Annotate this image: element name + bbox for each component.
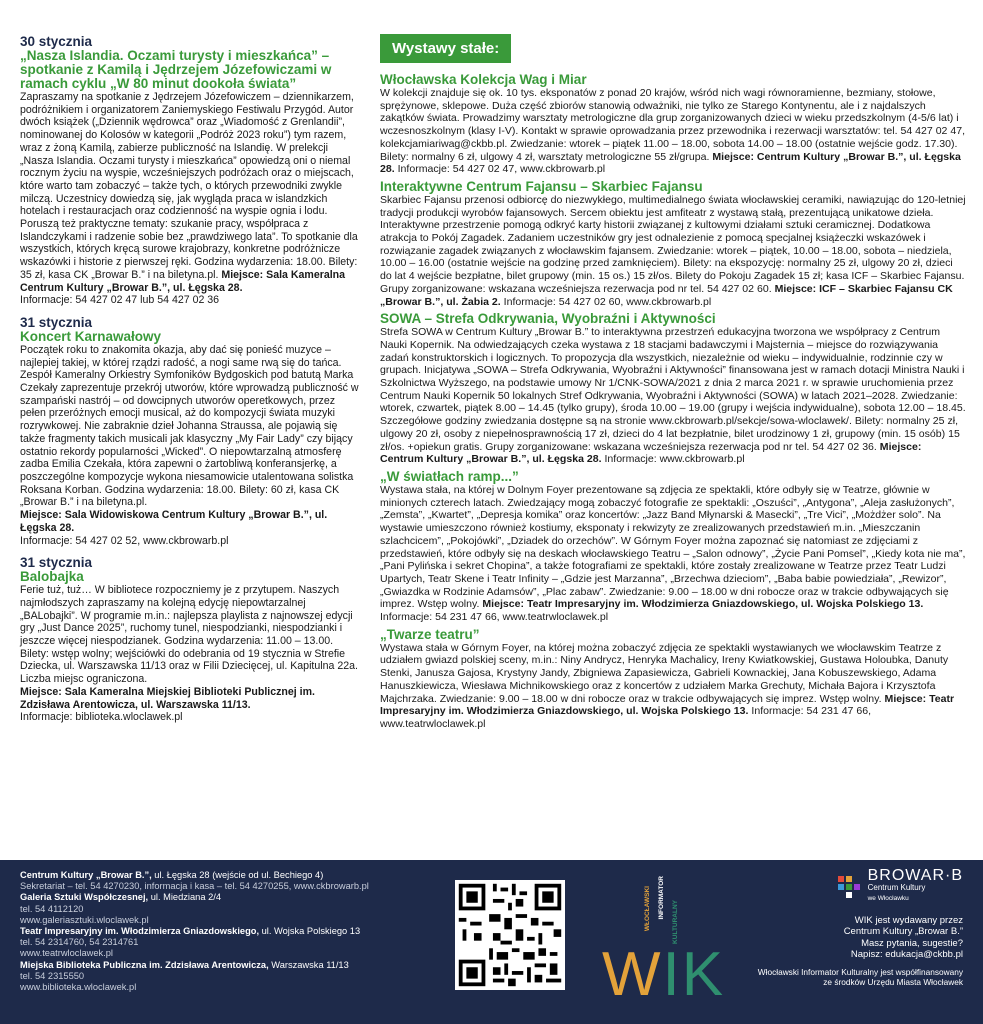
event-info: Informacje: biblioteka.wloclawek.pl: [20, 711, 183, 724]
event-info: Informacje: 54 427 02 47 lub 54 427 02 36: [20, 294, 220, 307]
contact-line: Miejska Biblioteka Publiczna im. Zdzisława Arentowicza, Warszawska 11/13: [20, 959, 349, 970]
event-title: Balobajka: [20, 569, 84, 585]
contact-line: Galeria Sztuki Współczesnej, ul. Miedziana 2/4: [20, 892, 222, 903]
brand-sub: Centrum Kultury: [867, 882, 926, 892]
exhibition-title: „W światłach ramp...”: [380, 468, 519, 484]
wik-vertical-text: INFORMATOR: [658, 876, 665, 920]
wik-letters: WIK: [602, 940, 726, 1009]
exhibition-body: Strefa SOWA w Centrum Kultury „Browar B.” to interaktywna przestrzeń edukacyjna tworzona we współpracy z Centrum Nauki Kopernik. Na odwiedzających czeka wystawa z 18 stacjami badawczymi i Majsternia – miejsce do rozwiązywania zadań konstruktorskich i logicznych. To propozycja dla wszystkich, niezależnie od wieku – indywidualnie, rodzinnie czy w grupach. Inicjatywa „SOWA – Strefa Odkrywania, Wyobraźni i Aktywności” finansowana jest w ramach dotacji Ministra Nauki i Szkolnictwa Wyższego, na podstawie umowy Nr 1/CNK-SOWA/2021 z dnia 2 marca 2021 r. w sprawie uruchomienia przez Centrum Nauki Kopernik 50 lokalnych Stref Odkrywania, Wyobraźni i Aktywności (SOWA) w latach 2021–2028. Zwiedzanie: wtorek, czwartek, piątek 8.00 – 14.45 (tylko grupy), środa 10.00 – 19.00 (grupy i wejścia indywidualne), sobota 12.00 – 18.45. Szczegółowe godziny zwiedzania dostępne są na stronie www.ckbrowarb.pl/sekcje/sowa-wloclawek/. Bilety: normalny 25 zł, ulgowy 20 zł, osoby z niepełnosprawnością 17 zł, dzieci do 4 lat bezpłatnie, bilet urodzinowy 1 zł, grupowy (min. 15 osób) 15 zł/os. +opiekun gratis. Grupy zorganizowane: wskazana wcześniejsza rezerwacja pod nr tel. 54 427 02 36. Miejsce: Centrum Kultury „Browar B.”, ul. Łęgska 28. Informacje: www.ckbrowarb.pl: [380, 326, 966, 466]
footer-right: [733, 867, 963, 987]
exhibition-info: Informacje: 54 427 02 60, www.ckbrowarb.pl: [503, 295, 712, 308]
contact-line: Sekretariat – tel. 54 4270230, informacja i kasa – tel. 54 4270255, www.ckbrowarb.pl: [20, 881, 369, 892]
event-item: [20, 555, 360, 724]
brand-sub: we Włocławku: [867, 895, 909, 902]
event-location: Miejsce: Sala Kameralna Centrum Kultury „Browar B.”, ul. Łęgska 28.: [20, 268, 346, 294]
contact-line: www.galeriasztuki.wloclawek.pl: [20, 914, 149, 925]
contact-line: tel. 54 2314760, 54 2314761: [20, 937, 139, 948]
exhibition-item: [380, 628, 966, 731]
exhibition-item: [380, 73, 966, 176]
publisher-email[interactable]: Napisz: edukacja@ckbb.pl: [850, 949, 963, 960]
event-location: Miejsce: Sala Kameralna Miejskiej Biblioteki Publicznej im. Zdzisława Arentowicza, ul. Warszawska 11/13.: [20, 685, 315, 711]
event-body: Ferie tuż, tuż… W bibliotece rozpoczniemy je z przytupem. Naszych najmłodszych zapraszamy na kolejną edycję niepowtarzalnej „BALobajki”. W programie m.in.: najlepsza playlista z najnowszej edycji gry „Just Dance 2025”, ruchomy tunel, niespodzianki, niespodzianki i jeszcze więcej niespodzianek. Godzina wydarzenia: 11.00 – 13.00. Bilety: wstęp wolny; wejściówki do odebrania od 19 stycznia w Strefie Dziecka, ul. Warszawska 11/13 oraz w Filii Dziecięcej, ul. Kapitulna 22a. Liczba miejsc ograniczona.: [20, 584, 358, 686]
section-badge: Wystawy stałe:: [380, 34, 511, 63]
exhibition-title: „Twarze teatru”: [380, 626, 480, 642]
brand-name: BROWAR·B: [867, 867, 963, 884]
browar-b-logo-icon: [836, 874, 862, 900]
exhibition-info: Informacje: 54 231 47 66, www.teatrwloclawek.pl: [380, 611, 609, 624]
exhibition-body: W kolekcji znajduje się ok. 10 tys. eksponatów z ponad 20 krajów, wśród nich wagi równoramienne, bezmiany, stołowe, sprężynowe, sklepowe. Duża część zbiorów stanowią odważniki, nie tylko ze Starego Kontynentu, ale i z najdalszych zakątków świata. Prowadzimy warsztaty metrologiczne dla grup zorganizowanych dzieci w wieku przedszkolnym (4-5/6 lat) i wczesnoszkolnym (klasy I-V). Kontakt w sprawie oprowadzania przez przewodnika i rezerwacji warsztatów: tel. 54 427 02 47, kolekcjamiariwag@ckbb.pl. Zwiedzanie: wtorek – piątek 11.00 – 18.00, sobota 14.00 – 18.00 (ostatnie wejście godz. 17.30). Bilety: normalny 6 zł, ulgowy 4 zł, warsztaty metrologiczne 55 zł/grupa. Miejsce: Centrum Kultury „Browar B.”, ul. Łęgska 28. Informacje: 54 427 02 47, www.ckbrowarb.pl: [380, 87, 966, 176]
publisher-line: WIK jest wydawany przez: [854, 914, 963, 926]
qr-code-icon[interactable]: [455, 880, 565, 990]
publisher-line: Masz pytania, sugestie?: [861, 937, 963, 949]
wik-vertical-text: WŁOCŁAWSKI: [644, 886, 651, 932]
event-item: [20, 34, 360, 307]
exhibition-body: Wystawa stała w Górnym Foyer, na której można zobaczyć zdjęcia ze spektakli wystawianych we włocławskim Teatrze z udziałem gwiazd polskiej sceny, m.in.: Niny Andrycz, Henryka Machalicy, Ireny Kwiatkowskiej, Gustawa Holoubka, Danuty Stenki, Janusza Gajosa, Krystyny Jandy, Zbigniewa Zapasiewicza, Gabrieli Kownackiej, Jana Kobuszewskiego, Adama Hanuszkiewicza, Wiesława Michnikowskiego oraz z koncertów z udziałem Marka Grechuty, Michała Bajora i Krzysztofa Majchrzaka. Zwiedzanie: 9.00 – 18.00 w dni robocze oraz w trakcie odbywających się imprez. Wstęp wolny. Miejsce: Teatr Impresaryjny im. Włodzimierza Gniazdowskiego, ul. Wojska Polskiego 13. Informacje: 54 231 47 66, www.teatrwloclawek.pl: [380, 641, 955, 730]
event-title: Koncert Karnawałowy: [20, 328, 162, 344]
financing-note: ze środków Urzędu Miasta Włocławek: [823, 976, 963, 987]
exhibition-info: Informacje: 54 427 02 47, www.ckbrowarb.pl: [397, 163, 606, 176]
wik-vertical-text: KULTURALNY: [672, 900, 679, 944]
event-body: Zapraszamy na spotkanie z Jędrzejem Józefowiczem – dziennikarzem, podróżnikiem i organizatorem Zaniemyskiego Festiwalu Przygód. Autor dwóch książek („Dziennik wędrowca” oraz „Wiadomość z Grenlandii”, nominowanej do Kolosów w kategorii „Podróż 2023 roku”) tym razem, wraz z żoną Kamilą, zabierze publiczność na Islandię. W prelekcji „Nasza Islandia. Oczami turysty i mieszkańca” opowiedzą oni o niemal rocznym życiu na wyspie, wcześniejszych podróżach oraz o miejscach, które warto tam zobaczyć – także tych, o których przewodniki zwykle milczą. Uczestnicy dowiedzą się, jak wygląda praca w islandzkich hotelach i restauracjach oraz codzienność na wyspie ognia i lodu. Poruszą też praktyczne tematy: szukanie pracy, współpraca z Islandczykami i radzenie sobie bez „prawdziwego lata”. To spotkanie dla wszystkich, których kręcą surowe krajobrazy, konkretne podróżnicze wskazówki i historie z pierwszej ręki. Godzina wydarzenia: 18.00. Bilety: 35 zł, kasa CK „Browar B.” i na biletyna.pl. Miejsce: Sala Kameralna Centrum Kultury „Browar B.”, ul. Łęgska 28.: [20, 91, 358, 294]
event-info: Informacje: 54 427 02 52, www.ckbrowarb.pl: [20, 534, 229, 547]
event-date: 31 stycznia: [20, 555, 93, 571]
contact-line: tel. 54 2315550: [20, 970, 85, 981]
event-title: „Nasza Islandia. Oczami turysty i mieszkańca” – spotkanie z Kamilą i Jędrzejem Józefowiczami w ramach cyklu „W 80 minut dookoła świata”: [20, 48, 332, 91]
event-location: Miejsce: Sala Widowiskowa Centrum Kultury „Browar B.”, ul. Łęgska 28.: [20, 509, 328, 534]
exhibition-title: SOWA – Strefa Odkrywania, Wyobraźni i Aktywności: [380, 311, 716, 327]
exhibition-info: Informacje: 54 231 47 66, www.teatrwloclawek.pl: [380, 705, 872, 730]
right-column: [380, 34, 966, 731]
exhibition-item: [380, 312, 966, 466]
publisher-line: Centrum Kultury „Browar B.”: [843, 926, 963, 937]
exhibition-item: [380, 180, 966, 308]
exhibition-body: Skarbiec Fajansu przenosi odbiorcę do niezwykłego, multimedialnego świata włocławskiej ceramiki, nawiązując do 120-letniej tradycji produkcji wyrobów fajansowych. Sercem obiektu jest amfiteatr z wystawą stałą, prezentującą unikatowe dzieła. Interaktywne przestrzenie pomogą odkryć karty historii związanej z kultowymi działami sztuki ceramicznej. Dodatkowa atrakcja to Pokój Zagadek. Zadaniem uczestników gry jest odnalezienie z pomocą specjalnej książeczki wskazówek i rozwiązanie zagadek związanych z włocławskim fajansem. Zwiedzanie: wtorek – piątek, 10.00 – 18.00, sobota – niedziela, 10.00 – 16.00 (ostatnie wejście na godzinę przed zamknięciem). Bilety: na ekspozycję: normalny 25 zł, ulgowy 20 zł, dzieci do lat 4 wejście bezpłatne, bilet grupowy (min. 15 os.) 15 zł/os. Bilety do Pokoju Zagadek 15 zł; kasa ICF – Skarbiec Fajansu. Grupy zorganizowane: wskazana wcześniejsza rezerwacja pod nr tel. 54 427 02 60. Miejsce: ICF – Skarbiec Fajansu CK „Browar B.”, ul. Żabia 2. Informacje: 54 427 02 60, www.ckbrowarb.pl: [380, 193, 966, 308]
left-column: [20, 34, 360, 732]
exhibition-location: Miejsce: Centrum Kultury „Browar B.”, ul. Łęgska 28.: [380, 440, 922, 466]
event-item: [20, 315, 360, 547]
browar-b-logo: [733, 867, 963, 905]
contact-line: Centrum Kultury „Browar B.”, ul. Łęgska 28 (wejście od ul. Bechiego 4): [20, 870, 324, 880]
exhibition-location: Miejsce: Teatr Impresaryjny im. Włodzimierza Gniazdowskiego, ul. Wojska Polskiego 13.: [380, 692, 955, 718]
event-date: 31 stycznia: [20, 314, 93, 330]
exhibition-info: Informacje: www.ckbrowarb.pl: [604, 453, 745, 466]
exhibition-location: Miejsce: ICF – Skarbiec Fajansu CK „Browar B.”, ul. Żabia 2.: [380, 282, 953, 308]
contact-line: www.teatrwloclawek.pl: [20, 948, 114, 959]
footer-contacts: [20, 870, 420, 993]
exhibition-location: Miejsce: Teatr Impresaryjny im. Włodzimierza Gniazdowskiego, ul. Wojska Polskiego 13.: [482, 598, 924, 611]
wik-logo: [600, 870, 730, 1020]
exhibition-location: Miejsce: Centrum Kultury „Browar B.”, ul. Łęgska 28.: [380, 150, 961, 176]
exhibition-title: Włocławska Kolekcja Wag i Miar: [380, 72, 587, 87]
contact-line: Teatr Impresaryjny im. Włodzimierza Gniazdowskiego, ul. Wojska Polskiego 13: [20, 926, 361, 937]
exhibition-title: Interaktywne Centrum Fajansu – Skarbiec Fajansu: [380, 178, 703, 194]
exhibition-item: [380, 470, 966, 624]
contact-line: tel. 54 4112120: [20, 903, 84, 914]
footer: [0, 860, 983, 1024]
financing-note: Włocławski Informator Kulturalny jest współfinansowany: [757, 966, 963, 977]
event-body: Początek roku to znakomita okazja, aby dać się ponieść muzyce – najlepiej takiej, w której rządzi radość, a nogi same rwą się do tańca. Zespół Kameralny Orkiestry Symfoników Bydgoskich pod batutą Marka Czekały zaprezentuje przekrój utworów, które wprowadzą publiczność w szampański nastrój – od dowcipnych utworów operetkowych, przez pełen przeróżnych emocji musical, aż do kompozycji świata muzyki rozrywkowej. Nie zabraknie dzieł Johanna Straussa, ale pojawią się także fragmenty takich musicali jak klasyczny „My Fair Lady” czy bijący ostatnio rekordy popularności „Wicked”. O niepowtarzalną atmosferę zadba Emilia Czekała, która zapewni o żartobliwą konferansjerkę, a poszczególne kompozycje wykona niesamowicie utalentowana solistka Roksana Korban. Godzina wydarzenia: 18.00. Bilety: 60 zł, kasa CK „Browar B.” i na biletyna.pl.: [20, 343, 359, 509]
contact-line: www.biblioteka.wloclawek.pl: [20, 982, 137, 993]
event-date: 30 stycznia: [20, 34, 93, 49]
exhibition-body: Wystawa stała, na której w Dolnym Foyer prezentowane są zdjęcia ze spektakli, które odbyły się w Teatrze, głównie w minionych czterech latach. Zwiedzający mogą zobaczyć fotografie ze spektakli: „Oszuści”, „Antygona”, „Aleja zasłużonych”, „Zemsta”, „Kwartet”, „Depresja komika” oraz koncertów: „Jazz Band Młynarski & Masecki”, „Tre Vici”, „Możdżer solo”. Na wystawie umieszczono również kostiumy, eksponaty i rekwizyty ze zrealizowanych przedstawień m.in. „Mieszczanin szlachcicem”, „Pokojówki”, „Dziadek do orzechów”. W Górnym Foyer można zapoznać się natomiast ze zdjęciami z przedstawień, które odbyły się na deskach włocławskiego Teatru – „Salon odnowy”, „Życie Pani Pomsel”, „Kiedy kota nie ma”, „Pani Pylińska i sekret Chopina”, a także fotografiami ze spektakli, które zostały zrealizowane w Teatrze przez Teatr Ludzi Upartych, Teatr Skene i Teatr Infinity – „Gdzie jest Marzanna”, „Brzechwa dzieciom”, „Baba babie powiedziała”, „Rewizor”, „Gwiazdka w Rodzinie Adamsów”, „Plac zabaw”. Zwiedzanie: 9.00 – 18.00 w dni robocze oraz w trakcie odbywających się imprez. Wstęp wolny. Miejsce: Teatr Impresaryjny im. Włodzimierza Gniazdowskiego, ul. Wojska Polskiego 13. Informacje: 54 231 47 66, www.teatrwloclawek.pl: [380, 483, 966, 624]
